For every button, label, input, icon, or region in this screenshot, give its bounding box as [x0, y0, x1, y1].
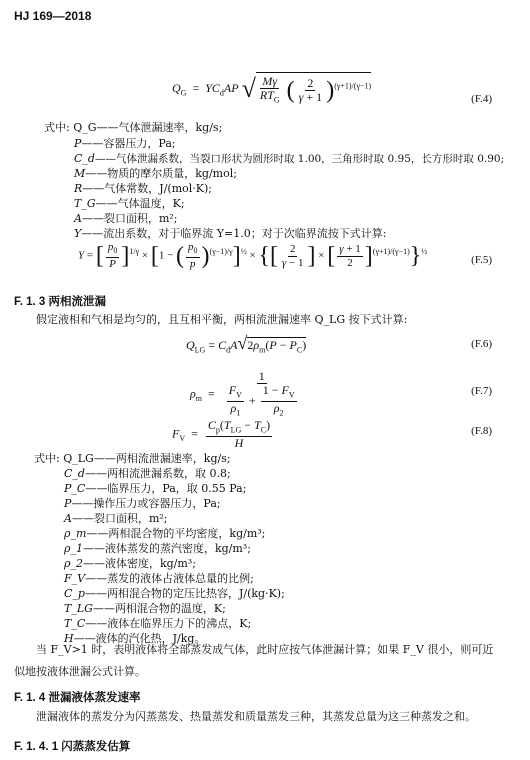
eq-number-f7: (F.7)	[471, 385, 492, 397]
section-f14-title: F. 1. 4 泄漏液体蒸发速率	[14, 692, 141, 704]
legend-text: ——蒸发的液体占液体总量的比例;	[85, 572, 254, 585]
legend-symbol: P	[64, 497, 72, 510]
legend-row	[74, 167, 237, 181]
legend-text: ——液体蒸发的蒸汽密度，kg/m³;	[82, 542, 251, 555]
legend-symbol: F_V	[64, 572, 86, 585]
legend-text: ——物质的摩尔质量，kg/mol;	[85, 167, 237, 180]
legend-row	[34, 452, 231, 466]
legend-row	[64, 617, 251, 631]
legend-symbol: P_C	[64, 482, 86, 495]
legend-row	[64, 602, 226, 616]
eq-number-f4: (F.4)	[471, 93, 492, 105]
legend-text: ——两相混合物的定压比热容，J/(kg·K);	[84, 587, 285, 600]
legend-text: ——两相流泄漏系数，取 0.8;	[84, 467, 231, 480]
paragraph-f14: 泄漏液体的蒸发分为闪蒸蒸发、热量蒸发和质量蒸发三种，其蒸发总量为这三种蒸发之和。	[36, 710, 476, 723]
legend-symbol: P	[74, 137, 82, 150]
legend-symbol: T_C	[64, 617, 86, 630]
legend-symbol: R	[74, 182, 83, 195]
legend-row	[74, 197, 185, 211]
page-header: HJ 169—2018	[14, 9, 92, 23]
legend-symbol: A	[74, 212, 82, 225]
eq-number-f6: (F.6)	[471, 338, 492, 350]
legend-row	[74, 137, 176, 151]
legend-symbol: C_d	[74, 152, 95, 165]
legend-text: ——操作压力或容器压力，Pa;	[71, 497, 221, 510]
legend-text: ——两相混合物的平均密度，kg/m³;	[86, 527, 266, 540]
legend-row	[74, 182, 212, 196]
legend-row	[64, 497, 221, 511]
paragraph-fv-1: 当 F_V>1 时，表明液体将全部蒸发成气体，此时应按气体泄漏计算；如果 F_V 很小，则可近	[36, 643, 494, 656]
equation-f5: Y = [ $\frac{p_0}{P}$ ]$^{1/\gamma}$ × [1 − ( $\frac{p_0}{p}$ )$^{(\gamma-1)/\gamma}$]$^{\frac{1}{2}}$ × {[ $\frac{2}{\gamma - 1}$ ] × [ $\frac{\gamma + 1}{2}$ ]$^{(\gamma+1)/(\gamma-1)}$}$^{\frac{1}{2}}$	[78, 241, 428, 271]
legend-symbol: 式中: Q_G	[44, 121, 97, 134]
legend-symbol: M	[74, 167, 86, 180]
legend-text: ——临界压力，Pa，取 0.55 Pa;	[85, 482, 247, 495]
legend-text: ——裂口面积，m²;	[71, 512, 168, 525]
legend-row	[64, 572, 254, 586]
legend-symbol: T_G	[74, 197, 96, 210]
legend-row	[64, 587, 285, 601]
legend-row	[64, 482, 246, 496]
legend-text: ——容器压力，Pa;	[81, 137, 176, 150]
legend-symbol: ρ_1	[64, 542, 83, 555]
legend-symbol: ρ_2	[64, 557, 83, 570]
legend-text: ——气体常数，J/(mol·K);	[82, 182, 212, 195]
legend-row	[74, 152, 504, 166]
paragraph-fv-2: 似地按液体泄漏公式计算。	[14, 665, 146, 678]
equation-f6: $Q_{LG} = C_dA√2\rho_m(P - P_C)$	[186, 333, 307, 355]
legend-text: ——气体温度，K;	[95, 197, 185, 210]
legend-text: ——液体密度，kg/m³;	[82, 557, 196, 570]
legend-row	[44, 121, 222, 135]
legend-text: ——两相流泄漏速率，kg/s;	[93, 452, 231, 465]
legend-row	[74, 227, 386, 241]
legend-symbol: C_p	[64, 587, 85, 600]
legend-text: ——两相混合物的温度，K;	[92, 602, 226, 615]
eq-number-f8: (F.8)	[471, 425, 492, 437]
legend-symbol: C_d	[64, 467, 85, 480]
legend-symbol: T_LG	[64, 602, 93, 615]
paragraph-f13: 假定液相和气相是均匀的，且互相平衡，两相流泄漏速率 Q_LG 按下式计算:	[36, 313, 408, 326]
legend-symbol: H	[64, 632, 74, 645]
legend-symbol: A	[64, 512, 72, 525]
section-f141-title: F. 1. 4. 1 闪蒸蒸发估算	[14, 741, 131, 753]
legend-row	[64, 527, 265, 541]
eq-number-f5: (F.5)	[471, 254, 492, 266]
legend-row	[74, 212, 178, 226]
section-f13-title: F. 1. 3 两相流泄漏	[14, 296, 107, 308]
legend-row	[64, 467, 231, 481]
equation-f7: $\rho_m$ = 1 $\frac{F_V}{\rho_1}$ + $\frac{1 - F_V}{\rho_2}$	[190, 369, 295, 418]
legend-row	[64, 557, 196, 571]
equation-f4: $Q_G = YC_dAP$ √ $\frac{M\gamma}{RT_G}$ ( $\frac{2}{\gamma + 1}$ )$^{(\gamma+1)/(\gamma-1)}$	[172, 74, 372, 105]
legend-symbol: 式中: Q_LG	[34, 452, 94, 465]
legend-text: ——裂口面积，m²;	[81, 212, 178, 225]
legend-text: ——液体的汽化热，J/kg。	[73, 632, 206, 645]
legend-text: ——液体在临界压力下的沸点，K;	[85, 617, 252, 630]
legend-text: ——气体泄漏速率，kg/s;	[96, 121, 223, 134]
equation-f8: $F_V$ = $\frac{C_p(T_{LG} - T_C)}{H}$	[172, 418, 271, 451]
legend-text: ——气体泄漏系数，当裂口形状为圆形时取 1.00，三角形时取 0.95，长方形时取 0.90;	[94, 153, 505, 165]
legend-row	[64, 512, 168, 526]
legend-row	[64, 542, 251, 556]
legend-symbol: Y	[74, 227, 82, 240]
legend-text: ——流出系数，对于临界流 Y=1.0；对于次临界流按下式计算:	[81, 227, 387, 240]
legend-symbol: ρ_m	[64, 527, 87, 540]
